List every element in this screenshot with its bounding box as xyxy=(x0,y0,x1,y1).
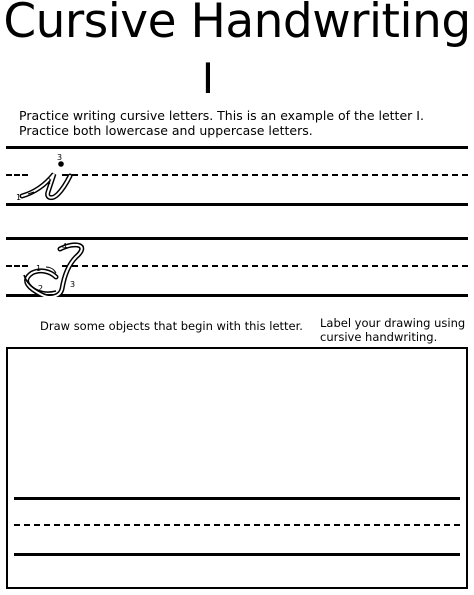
stroke-number: 3 xyxy=(57,153,63,162)
featured-letter: I xyxy=(201,54,215,103)
stroke-number: 4 xyxy=(62,242,68,251)
writing-baseline xyxy=(14,553,460,556)
page-title: Cursive Handwriting xyxy=(3,0,471,49)
label-prompt: Label your drawing using cursive handwriting. xyxy=(320,316,466,344)
writing-midline xyxy=(14,524,460,526)
uppercase-i-example xyxy=(6,237,126,297)
uppercase-practice-row[interactable] xyxy=(6,237,468,297)
stroke-number: 1 xyxy=(36,264,42,273)
lowercase-practice-row[interactable] xyxy=(6,146,468,206)
stroke-number: 3 xyxy=(70,280,76,289)
writing-top-line xyxy=(14,497,460,500)
lowercase-i-example xyxy=(6,146,126,206)
stroke-number: 2 xyxy=(38,284,44,293)
stroke-number: 2 xyxy=(46,177,52,186)
draw-prompt: Draw some objects that begin with this letter. xyxy=(40,319,303,333)
stroke-number: 1 xyxy=(16,193,22,202)
drawing-box[interactable] xyxy=(6,347,468,589)
instructions-text: Practice writing cursive letters. This is an example of the letter I. Practice both lowercase and uppercase letters. xyxy=(19,108,424,138)
